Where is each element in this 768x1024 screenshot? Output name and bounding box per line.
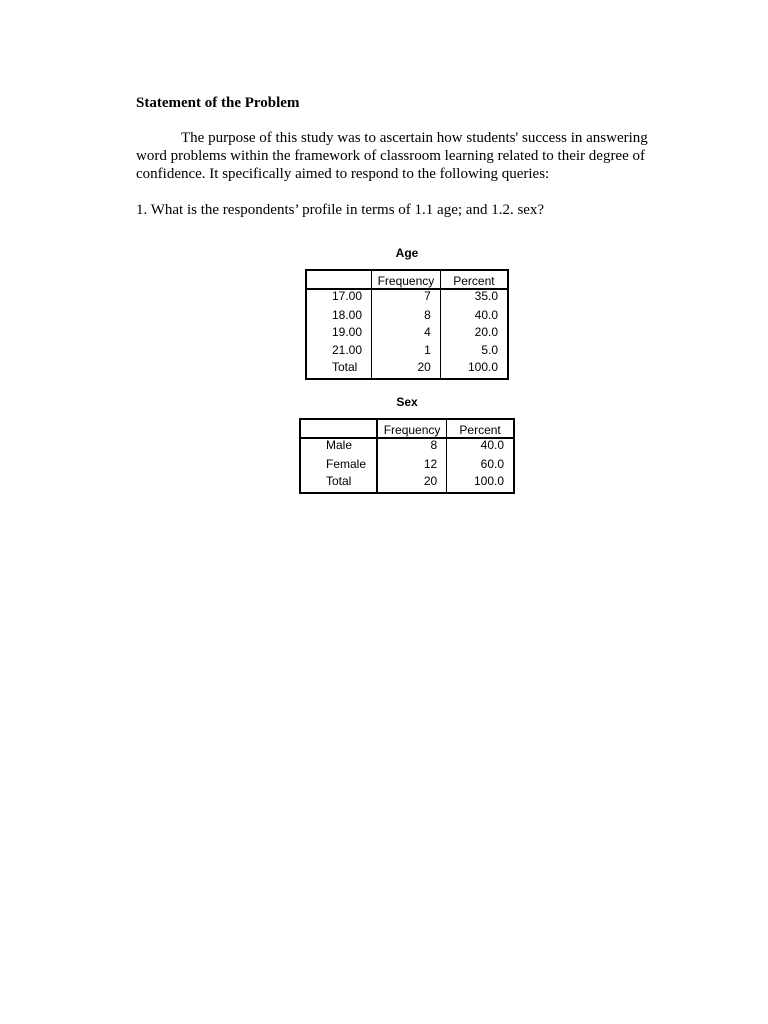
purpose-paragraph: The purpose of this study was to ascertain how students' success in answering word problems within the framework of classroom learning related to their degree of confidence. It specifically aimed to respond to the following queries: [136,130,648,182]
row-label: 21.00 [306,343,372,361]
frequency-cell: 12 [377,457,447,475]
column-header-frequency: Frequency [372,270,441,289]
research-question: 1. What is the respondents’ profile in terms of 1.1 age; and 1.2. sex? [136,202,545,218]
table-header-row [300,419,514,438]
row-label: 18.00 [306,308,372,326]
percent-cell: 20.0 [474,325,498,339]
percent-cell: 40.0 [480,438,504,452]
percent-cell: 100.0 [473,474,504,488]
table-row-total [306,360,508,379]
column-header-percent: Percent [440,270,508,289]
table-row [306,325,508,343]
row-label: Total [306,360,372,379]
frequency-cell: 4 [372,325,441,343]
table-row [306,308,508,326]
sex-frequency-table [299,418,515,494]
frequency-cell: 20 [377,474,447,493]
row-label: Female [300,457,377,475]
table-row [306,343,508,361]
table-row [300,457,514,475]
column-header-percent: Percent [447,419,514,438]
percent-cell: 100.0 [467,360,498,374]
row-label: Total [300,474,377,493]
row-label: 19.00 [306,325,372,343]
frequency-cell: 8 [377,438,447,457]
age-table-title: Age [395,246,419,260]
column-header-blank [306,270,372,289]
percent-cell: 40.0 [474,307,498,322]
frequency-cell: 7 [372,289,441,308]
frequency-cell: 20 [372,360,441,379]
table-row [306,289,508,308]
column-header-frequency: Frequency [377,419,447,438]
percent-cell: 35.0 [474,289,498,303]
age-frequency-table [305,269,509,380]
table-header-row [306,270,508,289]
row-label: Male [300,438,377,457]
table-row [300,438,514,457]
table-row-total [300,474,514,493]
frequency-cell: 8 [372,308,441,326]
row-label: 17.00 [306,289,372,308]
section-heading: Statement of the Problem [136,95,300,111]
percent-cell: 5.0 [481,342,498,357]
frequency-cell: 1 [372,343,441,361]
percent-cell: 60.0 [480,456,504,471]
column-header-blank [300,419,377,438]
sex-table-title: Sex [396,395,418,409]
